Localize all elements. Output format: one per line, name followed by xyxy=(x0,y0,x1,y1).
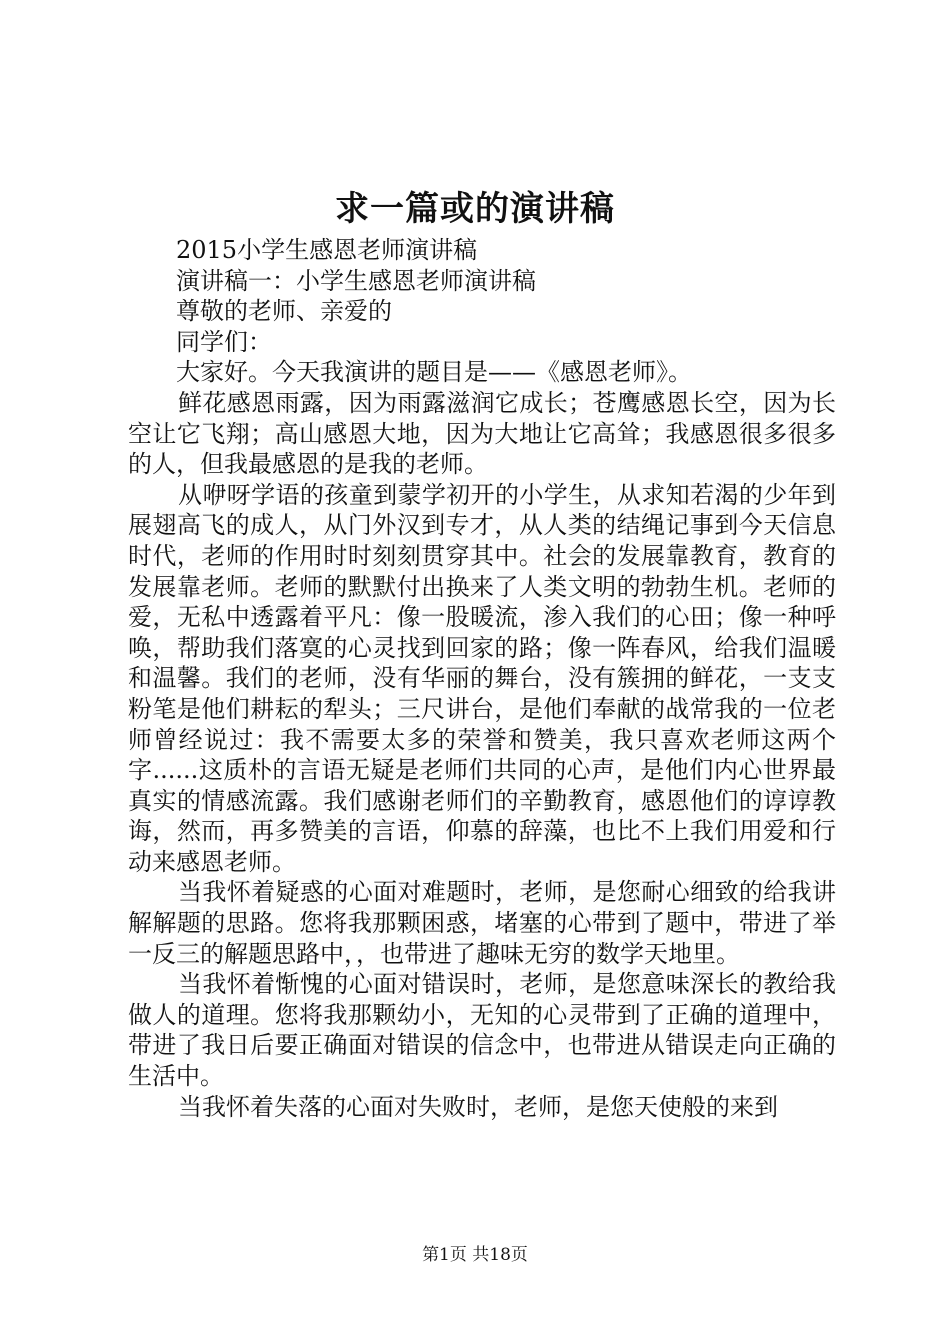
paragraph-salutation-cont: 同学们： xyxy=(176,327,272,356)
body-paragraph: 当我怀着惭愧的心面对错误时，老师，是您意味深长的教给我做人的道理。您将我那颗幼小，无知的心灵带到了正确的道理中，带进了我日后要正确面对错误的信念中，也带进从错误走向正确的生活中。 xyxy=(128,970,836,1091)
paragraph-greeting: 大家好。今天我演讲的题目是——《感恩老师》。 xyxy=(176,358,692,387)
paragraph-heading: 演讲稿一：小学生感恩老师演讲稿 xyxy=(176,266,536,295)
page-number-footer: 第1页 共18页 xyxy=(422,1245,528,1265)
body-paragraph: 当我怀着疑惑的心面对难题时，老师，是您耐心细致的给我讲解解题的思路。您将我那颗困惑，堵塞的心带到了题中，带进了举一反三的解题思路中，，也带进了趣味无穷的数学天地里。 xyxy=(128,878,836,968)
document-title: 求一篇或的演讲稿 xyxy=(335,189,615,229)
body-paragraph: 鲜花感恩雨露，因为雨露滋润它成长；苍鹰感恩长空，因为长空让它飞翔；高山感恩大地，因为大地让它高耸；我感恩很多很多的人，但我最感恩的是我的老师。 xyxy=(128,388,836,479)
body-paragraph: 从咿呀学语的孩童到蒙学初开的小学生，从求知若渴的少年到展翅高飞的成人，从门外汉到专才，从人类的结绳记事到今天信息时代，老师的作用时时刻刻贯穿其中。社会的发展靠教育，教育的发展靠老师。老师的默默付出换来了人类文明的勃勃生机。老师的爱，无私中透露着平凡：像一股暖流，渗入我们的心田；像一种呼唤，帮助我们落寞的心灵找到回家的路；像一阵春风，给我们温暖和温馨。我们的老师，没有华丽的舞台，没有簇拥的鲜花，一支支粉笔是他们耕耘的犁头；三尺讲台，是他们奉献的战常我的一位老师曾经说过：我不需要太多的荣誉和赞美，我只喜欢老师这两个字......这质朴的言语无疑是老师们共同的心声，是他们内心世界最真实的情感流露。我们感谢老师们的辛勤教育，感恩他们的谆谆教诲，然而，再多赞美的言语，仰慕的辞藻，也比不上我们用爱和行动来感恩老师。 xyxy=(128,480,836,876)
paragraph-salutation: 尊敬的老师、亲爱的 xyxy=(176,297,392,326)
document-body xyxy=(128,235,836,1122)
paragraph-subtitle: 2015小学生感恩老师演讲稿 xyxy=(176,236,478,264)
body-paragraph: 当我怀着失落的心面对失败时，老师，是您天使般的来到 xyxy=(178,1092,778,1121)
